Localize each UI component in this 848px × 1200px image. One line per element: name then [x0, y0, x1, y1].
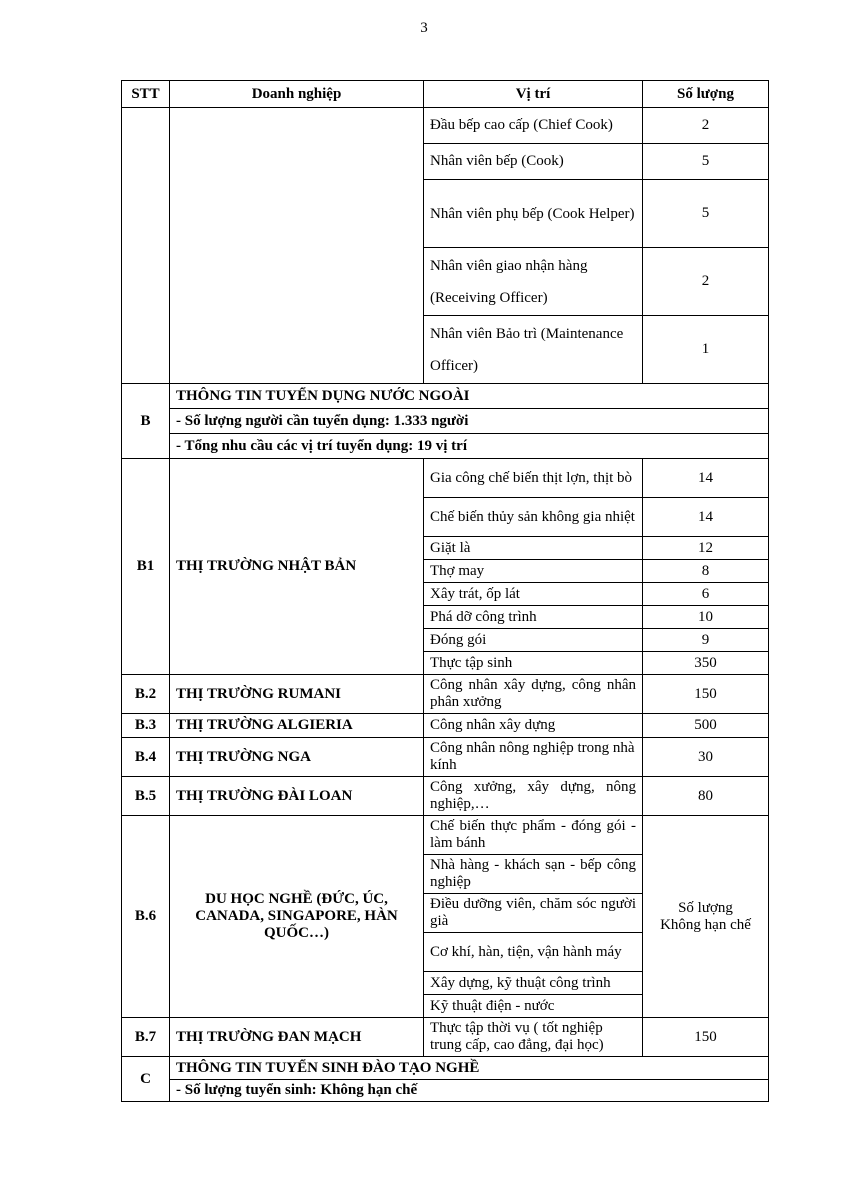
quantity-cell: 2: [643, 248, 769, 316]
b5-market: THỊ TRƯỜNG ĐÀI LOAN: [170, 777, 424, 816]
b1-stt: B1: [122, 459, 170, 675]
position-cell: Nhân viên giao nhận hàng (Receiving Officer): [424, 248, 643, 316]
quantity-cell: 1: [643, 316, 769, 384]
position-cell: Chế biến thực phẩm - đóng gói - làm bánh: [424, 816, 643, 855]
section-b-title-row: [122, 384, 769, 409]
section-b-line2-row: [122, 434, 769, 459]
table-row: [122, 675, 769, 714]
section-c-line1: - Số lượng tuyển sinh: Không hạn chế: [170, 1080, 769, 1102]
quantity-cell: 150: [643, 675, 769, 714]
quantity-cell: 10: [643, 606, 769, 629]
position-cell: Xây trát, ốp lát: [424, 583, 643, 606]
position-cell: Công nhân xây dựng: [424, 714, 643, 738]
position-cell: Giặt là: [424, 537, 643, 560]
stt-cell-empty: [122, 108, 170, 384]
section-b-line2: - Tổng nhu cầu các vị trí tuyển dụng: 19 vị trí: [170, 434, 769, 459]
position-cell: Xây dựng, kỹ thuật công trình: [424, 972, 643, 995]
b7-stt: B.7: [122, 1018, 170, 1057]
position-cell: Điều dưỡng viên, chăm sóc người già: [424, 894, 643, 933]
quantity-cell: 150: [643, 1018, 769, 1057]
header-stt: STT: [122, 81, 170, 108]
b3-market: THỊ TRƯỜNG ALGIERIA: [170, 714, 424, 738]
table-row: [122, 1018, 769, 1057]
quantity-cell: 500: [643, 714, 769, 738]
section-b-stt: B: [122, 384, 170, 459]
b7-market: THỊ TRƯỜNG ĐAN MẠCH: [170, 1018, 424, 1057]
position-cell: Nhà hàng - khách sạn - bếp công nghiệp: [424, 855, 643, 894]
section-b-title: THÔNG TIN TUYỂN DỤNG NƯỚC NGOÀI: [170, 384, 769, 409]
position-cell: Thực tập thời vụ ( tốt nghiệp trung cấp, cao đẳng, đại học): [424, 1018, 643, 1057]
section-c-title-row: [122, 1057, 769, 1080]
position-cell: Đóng gói: [424, 629, 643, 652]
position-cell: Công nhân nông nghiệp trong nhà kính: [424, 738, 643, 777]
section-c-title: THÔNG TIN TUYỂN SINH ĐÀO TẠO NGHỀ: [170, 1057, 769, 1080]
quantity-cell: 14: [643, 498, 769, 537]
header-quantity: Số lượng: [643, 81, 769, 108]
b4-market: THỊ TRƯỜNG NGA: [170, 738, 424, 777]
position-cell: Gia công chế biến thịt lợn, thịt bò: [424, 459, 643, 498]
quantity-cell: 2: [643, 108, 769, 144]
quantity-cell: 14: [643, 459, 769, 498]
section-b-line1: - Số lượng người cần tuyển dụng: 1.333 người: [170, 409, 769, 434]
position-cell: Thực tập sinh: [424, 652, 643, 675]
b6-market: DU HỌC NGHỀ (ĐỨC, ÚC, CANADA, SINGAPORE, HÀN QUỐC…): [170, 816, 424, 1018]
position-cell: Kỹ thuật điện - nước: [424, 995, 643, 1018]
section-c-stt: C: [122, 1057, 170, 1102]
position-cell: Đầu bếp cao cấp (Chief Cook): [424, 108, 643, 144]
position-cell: Nhân viên Bảo trì (Maintenance Officer): [424, 316, 643, 384]
table-row: [122, 738, 769, 777]
position-cell: Thợ may: [424, 560, 643, 583]
table-row: [122, 108, 769, 144]
b4-stt: B.4: [122, 738, 170, 777]
page-number: 3: [420, 20, 428, 36]
b5-stt: B.5: [122, 777, 170, 816]
position-cell: Nhân viên bếp (Cook): [424, 144, 643, 180]
position-cell: Cơ khí, hàn, tiện, vận hành máy: [424, 933, 643, 972]
table-row: [122, 777, 769, 816]
b1-market: THỊ TRƯỜNG NHẬT BẢN: [170, 459, 424, 675]
section-b-line1-row: [122, 409, 769, 434]
position-cell: Chế biến thủy sản không gia nhiệt: [424, 498, 643, 537]
quantity-cell: 30: [643, 738, 769, 777]
recruitment-table: [121, 80, 769, 1102]
quantity-cell: 5: [643, 144, 769, 180]
table-row: [122, 459, 769, 498]
b2-market: THỊ TRƯỜNG RUMANI: [170, 675, 424, 714]
b6-quantity: Số lượng Không hạn chế: [643, 816, 769, 1018]
quantity-cell: 6: [643, 583, 769, 606]
position-cell: Nhân viên phụ bếp (Cook Helper): [424, 180, 643, 248]
quantity-cell: 80: [643, 777, 769, 816]
position-cell: Công xưởng, xây dựng, nông nghiệp,…: [424, 777, 643, 816]
b3-stt: B.3: [122, 714, 170, 738]
position-cell: Công nhân xây dựng, công nhân phân xưởng: [424, 675, 643, 714]
b2-stt: B.2: [122, 675, 170, 714]
header-position: Vị trí: [424, 81, 643, 108]
b6-stt: B.6: [122, 816, 170, 1018]
quantity-cell: 8: [643, 560, 769, 583]
quantity-cell: 12: [643, 537, 769, 560]
header-business: Doanh nghiệp: [170, 81, 424, 108]
table-header-row: [122, 81, 769, 108]
quantity-cell: 9: [643, 629, 769, 652]
section-c-line1-row: [122, 1080, 769, 1102]
table-row: [122, 816, 769, 855]
quantity-cell: 5: [643, 180, 769, 248]
business-cell-empty: [170, 108, 424, 384]
table-row: [122, 714, 769, 738]
position-cell: Phá dỡ công trình: [424, 606, 643, 629]
quantity-cell: 350: [643, 652, 769, 675]
